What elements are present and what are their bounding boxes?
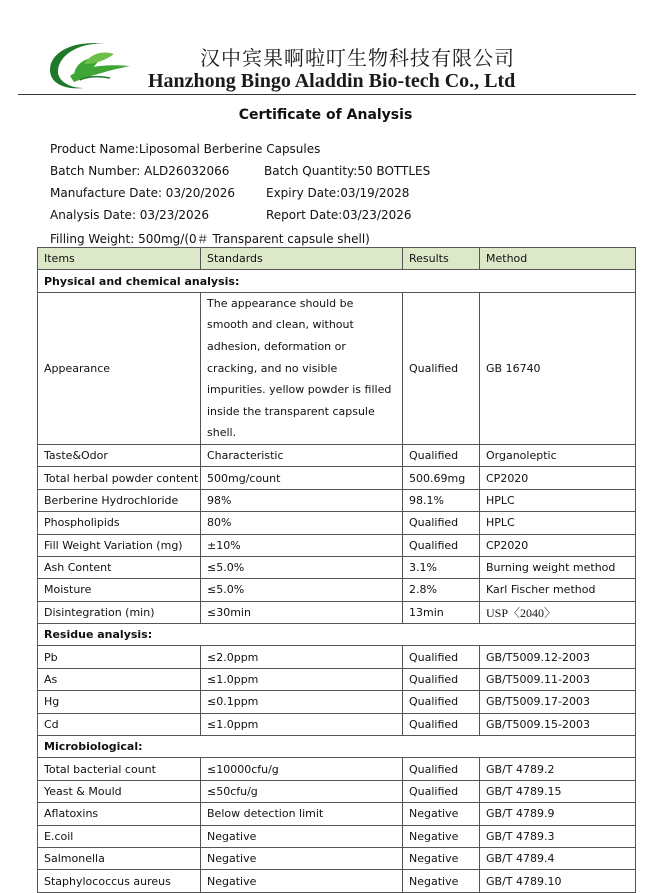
method-cell: USP〈2040〉 [480,601,636,623]
method-cell: CP2020 [480,467,636,489]
table-row [38,292,636,444]
item-cell: Appearance [38,292,201,444]
section-header-microbiological [38,736,636,758]
standard-cell: Negative [201,870,403,892]
method-cell: GB 16740 [480,292,636,444]
table-row [38,601,636,623]
item-cell: Total herbal powder content [38,467,201,489]
product-name: Product Name:Liposomal Berberine Capsules [50,142,321,156]
item-cell: Fill Weight Variation (mg) [38,534,201,556]
section-header-residue [38,624,636,646]
standard-cell: Characteristic [201,444,403,466]
standard-cell: 500mg/count [201,467,403,489]
header-method: Method [480,248,636,270]
method-cell: GB/T 4789.15 [480,780,636,802]
method-cell: GB/T5009.15-2003 [480,713,636,735]
batch-number: Batch Number: ALD26032066 [50,164,230,178]
analysis-date: Analysis Date: 03/23/2026 [50,208,209,222]
standard-cell: ≤1.0ppm [201,713,403,735]
header-results: Results [403,248,480,270]
filling-weight: Filling Weight: 500mg/(0＃ Transparent capsule shell) [50,232,370,246]
result-cell: Negative [403,870,480,892]
standard-cell: 98% [201,489,403,511]
standard-cell: 80% [201,512,403,534]
method-cell: GB/T5009.12-2003 [480,646,636,668]
result-cell: Qualified [403,512,480,534]
company-name-en: Hanzhong Bingo Aladdin Bio-tech Co., Ltd [148,70,516,92]
leaf-logo-icon [44,36,136,92]
standard-cell: ≤50cfu/g [201,780,403,802]
method-cell: Organoleptic [480,444,636,466]
result-cell: Qualified [403,646,480,668]
item-cell: Ash Content [38,556,201,578]
table-row [38,668,636,690]
table-row [38,646,636,668]
item-cell: E.coil [38,825,201,847]
result-cell: Qualified [403,292,480,444]
result-cell: 2.8% [403,579,480,601]
letterhead [0,0,651,98]
table-row [38,691,636,713]
report-date: Report Date:03/23/2026 [266,208,412,222]
method-cell: CP2020 [480,534,636,556]
section-title: Residue analysis: [38,624,636,646]
result-cell: Qualified [403,758,480,780]
header-divider [18,94,636,95]
table-row [38,534,636,556]
item-cell: Aflatoxins [38,803,201,825]
table-row [38,489,636,511]
method-cell: Karl Fischer method [480,579,636,601]
item-cell: Cd [38,713,201,735]
method-cell: GB/T 4789.9 [480,803,636,825]
item-cell: Yeast & Mould [38,780,201,802]
item-cell: Berberine Hydrochloride [38,489,201,511]
section-title: Physical and chemical analysis: [38,270,636,292]
method-cell: Burning weight method [480,556,636,578]
standard-cell: Below detection limit [201,803,403,825]
result-cell: Qualified [403,691,480,713]
standard-cell: ±10% [201,534,403,556]
analysis-table [37,247,636,893]
table-header-row [38,248,636,270]
method-cell: GB/T 4789.4 [480,847,636,869]
result-cell: Qualified [403,780,480,802]
method-cell: GB/T 4789.3 [480,825,636,847]
table-row [38,758,636,780]
table-row [38,556,636,578]
item-cell: Total bacterial count [38,758,201,780]
standard-cell: ≤5.0% [201,556,403,578]
document-title: Certificate of Analysis [238,107,413,123]
expiry-date: Expiry Date:03/19/2028 [266,186,410,200]
result-cell: Negative [403,847,480,869]
table-row [38,467,636,489]
result-cell: 500.69mg [403,467,480,489]
standard-cell: Negative [201,825,403,847]
result-cell: Negative [403,803,480,825]
item-cell: Moisture [38,579,201,601]
standard-cell: The appearance should be smooth and clean, without adhesion, deformation or cracking, and no visible impurities. yellow powder is filled inside the transparent capsule shell. [201,292,403,444]
result-cell: Qualified [403,668,480,690]
result-cell: Qualified [403,444,480,466]
section-title: Microbiological: [38,736,636,758]
manufacture-date: Manufacture Date: 03/20/2026 [50,186,235,200]
result-cell: Negative [403,825,480,847]
method-cell: HPLC [480,512,636,534]
standard-cell: ≤0.1ppm [201,691,403,713]
standard-cell: ≤2.0ppm [201,646,403,668]
item-cell: As [38,668,201,690]
table-row [38,579,636,601]
standard-cell: Negative [201,847,403,869]
table-row [38,825,636,847]
standard-cell: ≤10000cfu/g [201,758,403,780]
item-cell: Phospholipids [38,512,201,534]
result-cell: Qualified [403,713,480,735]
result-cell: Qualified [403,534,480,556]
item-cell: Pb [38,646,201,668]
section-header-physical [38,270,636,292]
item-cell: Staphylococcus aureus [38,870,201,892]
standard-cell: ≤1.0ppm [201,668,403,690]
company-name-cn: 汉中宾果啊啦叮生物科技有限公司 [200,46,515,70]
method-cell: GB/T5009.11-2003 [480,668,636,690]
standard-cell: ≤5.0% [201,579,403,601]
item-cell: Hg [38,691,201,713]
method-cell: GB/T 4789.10 [480,870,636,892]
header-items: Items [38,248,201,270]
table-row [38,803,636,825]
result-cell: 13min [403,601,480,623]
item-cell: Disintegration (min) [38,601,201,623]
table-row [38,870,636,892]
header-standards: Standards [201,248,403,270]
table-row [38,444,636,466]
result-cell: 3.1% [403,556,480,578]
item-cell: Salmonella [38,847,201,869]
table-row [38,512,636,534]
result-cell: 98.1% [403,489,480,511]
standard-cell: ≤30min [201,601,403,623]
batch-quantity: Batch Quantity:50 BOTTLES [264,164,431,178]
table-row [38,847,636,869]
table-row [38,780,636,802]
method-cell: GB/T 4789.2 [480,758,636,780]
item-cell: Taste&Odor [38,444,201,466]
table-row [38,713,636,735]
method-cell: HPLC [480,489,636,511]
method-cell: GB/T5009.17-2003 [480,691,636,713]
